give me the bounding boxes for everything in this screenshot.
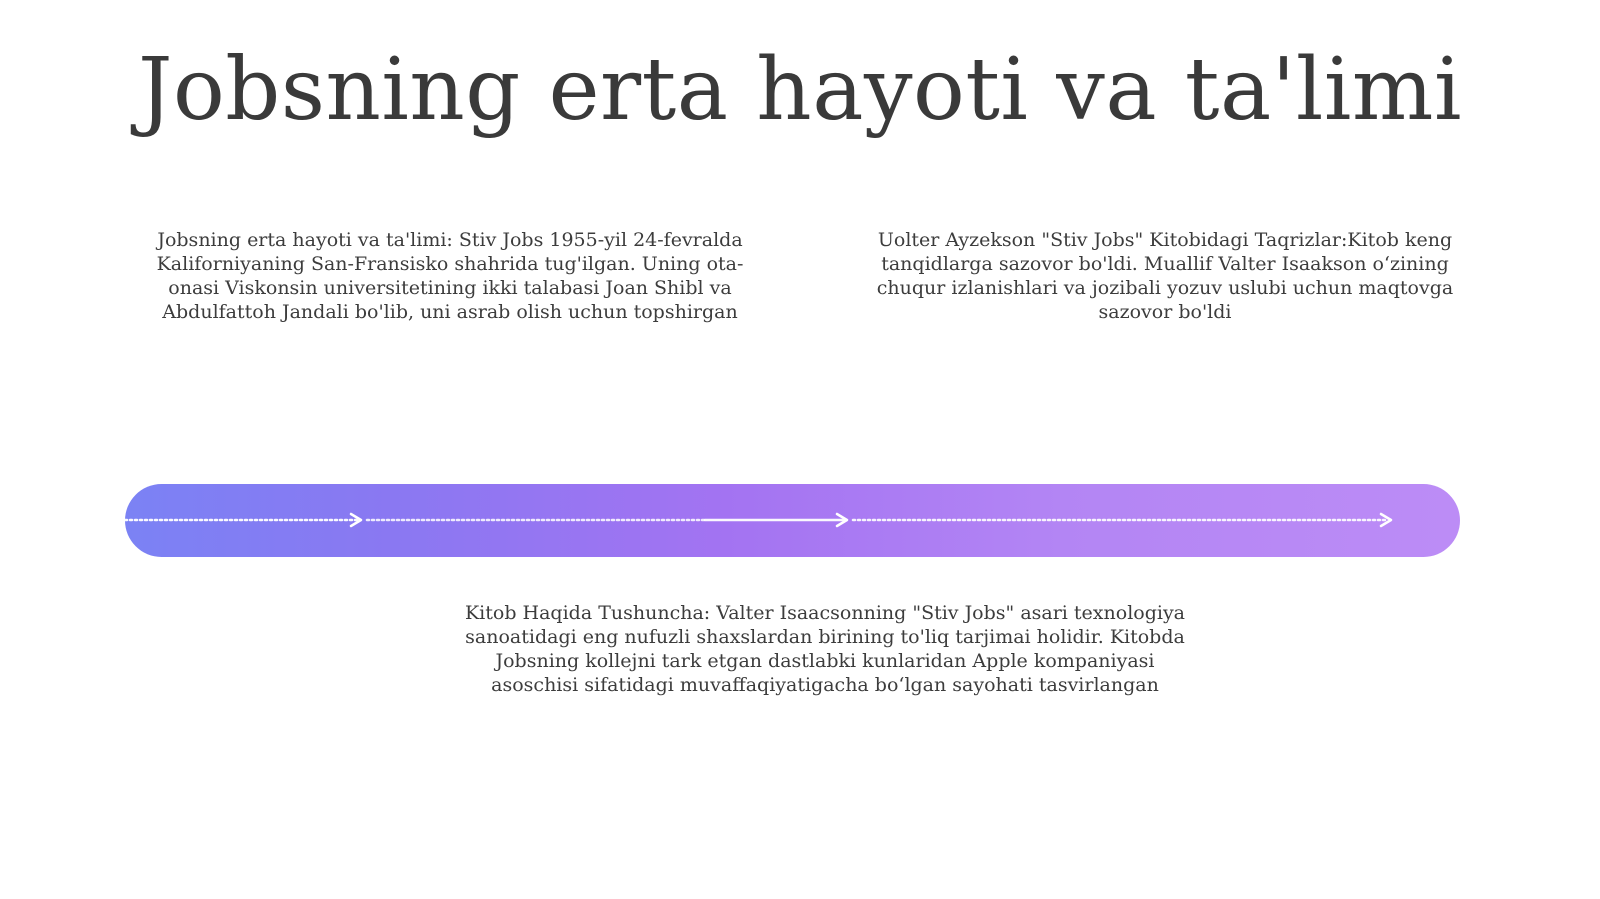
text-block-book-overview: Kitob Haqida Tushuncha: Valter Isaacsonning "Stiv Jobs" asari texnologiya sanoatidagi eng nufuzli shaxslardan birining to'liq tarjimai holidir. Kitobda Jobsning kollejni tark etgan dastlabki kunlaridan Apple kompaniyasi asoschisi sifatidagi muvaffaqiyatigacha bo‘lgan sayohati tasvirlangan [464,602,1186,696]
timeline-arrows [125,484,1460,557]
page-title: Jobsning erta hayoti va ta'limi [138,40,1462,140]
text-block-reviews: Uolter Ayzekson "Stiv Jobs" Kitobidagi Taqrizlar:Kitob keng tanqidlarga sazovor bo'ldi. Muallif Valter Isaakson o‘zining chuqur izlanishlari va jozibali yozuv uslubi uchun maqtovga sazovor bo'ldi [876,229,1454,323]
timeline-bar [125,484,1460,557]
text-block-early-life: Jobsning erta hayoti va ta'limi: Stiv Jobs 1955-yil 24-fevralda Kaliforniyaning San-Fransisko shahrida tug'ilgan. Uning ota-onasi Viskonsin universitetining ikki talabasi Joan Shibl va Abdulfattoh Jandali bo'lib, uni asrab olish uchun topshirgan [156,229,744,323]
